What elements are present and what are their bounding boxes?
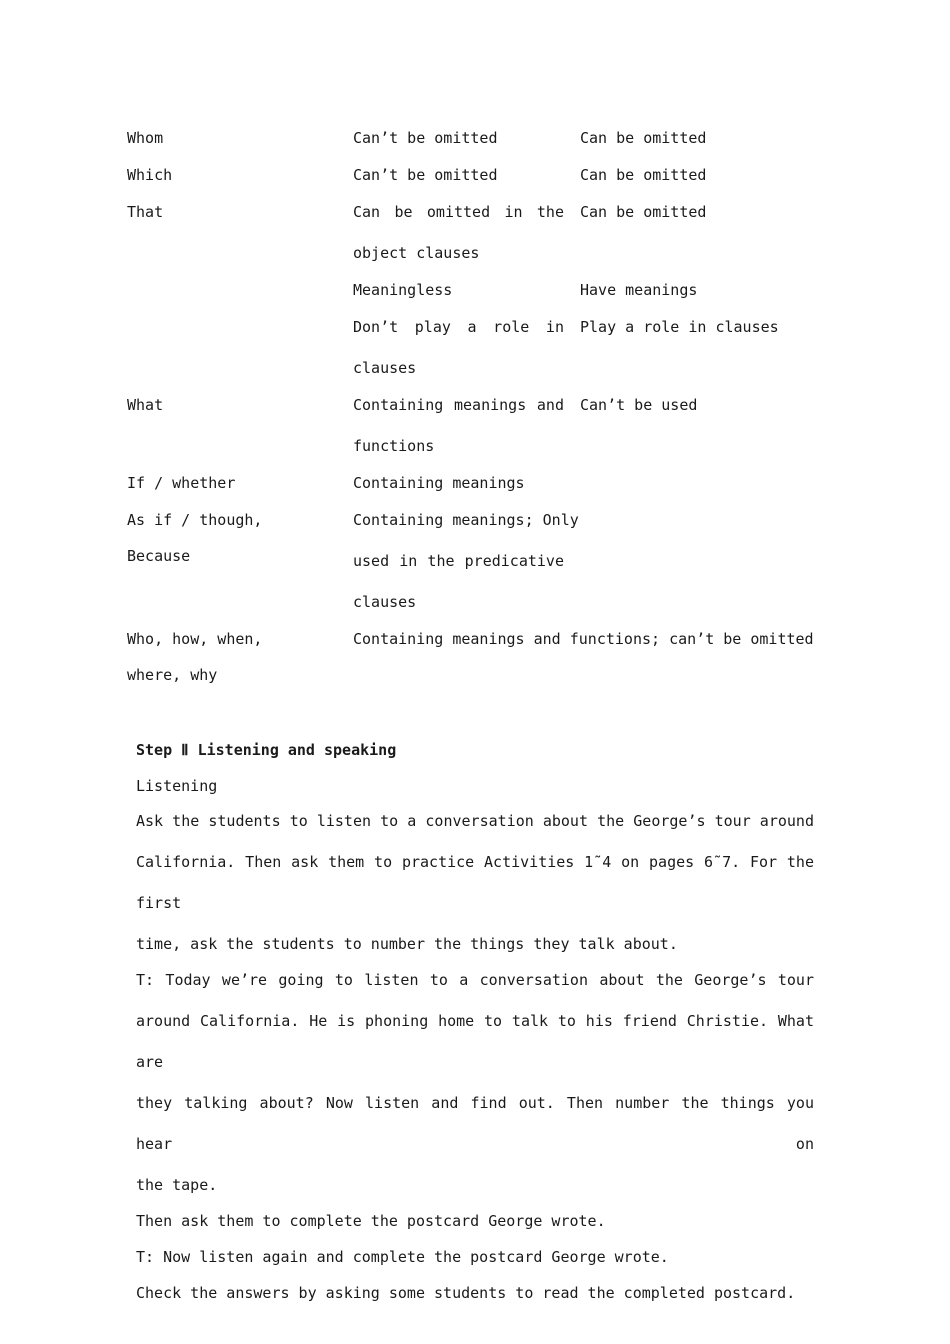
table-cell-col3 <box>580 192 827 233</box>
table-cell-word <box>127 192 353 233</box>
paragraph-line: Then ask them to complete the postcard George wrote. <box>136 1212 606 1230</box>
cell-text: Can’t be omitted <box>353 129 498 147</box>
table-cell-word <box>127 500 353 574</box>
paragraph-line: T: Now listen again and complete the postcard George wrote. <box>136 1248 669 1266</box>
table-row <box>127 192 827 274</box>
cell-text: Don’t play a role in <box>353 318 564 336</box>
table-cell-word <box>127 155 353 196</box>
cell-text: clauses <box>353 359 417 377</box>
table-row <box>127 500 827 623</box>
cell-text: where, why <box>127 666 218 684</box>
cell-text: Containing meanings and <box>353 396 564 414</box>
table-cell-merged <box>353 619 814 660</box>
paragraph-line: they talking about? Now listen and find out. Then number the things you hear on <box>136 1094 814 1153</box>
paragraph <box>136 801 814 965</box>
table-cell-col3 <box>580 385 827 426</box>
cell-text: Have meanings <box>580 281 698 299</box>
cell-text: If / whether <box>127 474 236 492</box>
table-cell-col3 <box>580 270 827 311</box>
cell-text: Meaningless <box>353 281 453 299</box>
cell-text: Who, how, when, <box>127 630 263 648</box>
table-row <box>127 270 827 311</box>
table-cell-col2 <box>353 192 580 274</box>
paragraph-line: Ask the students to listen to a conversation about the George’s tour around <box>136 812 814 830</box>
paragraph-line: Check the answers by asking some students to read the completed postcard. <box>136 1284 796 1302</box>
paragraph-line: around California. He is phoning home to talk to his friend Christie. What are <box>136 1012 814 1071</box>
cell-text: clauses <box>353 593 417 611</box>
cell-text: As if / though, <box>127 511 263 529</box>
cell-text: Can be omitted <box>580 166 707 184</box>
section-heading: Step Ⅱ Listening and speaking <box>136 741 397 759</box>
paragraph <box>136 960 814 1206</box>
table-cell-word <box>127 118 353 159</box>
table-cell-col2 <box>353 307 580 389</box>
table-row <box>127 155 827 196</box>
cell-text: Can be omitted <box>580 203 707 221</box>
cell-text: Because <box>127 547 191 565</box>
cell-text: What <box>127 396 164 414</box>
cell-text: Can be omitted <box>580 129 707 147</box>
table-cell-col3 <box>580 118 827 159</box>
table-cell-col2 <box>353 463 580 504</box>
table-cell-col2 <box>353 385 580 467</box>
table-cell-col2 <box>353 155 580 196</box>
cell-text: Which <box>127 166 173 184</box>
step-section <box>136 732 814 1311</box>
table-cell-word <box>127 463 353 504</box>
table-cell-col3 <box>580 155 827 196</box>
paragraph-line: T: Today we’re going to listen to a conversation about the George’s tour <box>136 971 814 989</box>
cell-text: used in the predicative <box>353 552 564 570</box>
cell-text: Containing meanings; Only <box>353 511 579 529</box>
table-row <box>127 463 827 504</box>
cell-text: Can’t be used <box>580 396 698 414</box>
table-row <box>127 619 827 691</box>
cell-text: That <box>127 203 164 221</box>
subheading: Listening <box>136 777 218 795</box>
cell-text: Whom <box>127 129 164 147</box>
cell-text: functions <box>353 437 435 455</box>
table-cell-col3 <box>580 307 827 348</box>
table-row <box>127 118 827 159</box>
table-cell-word <box>127 619 353 691</box>
table-cell-col2 <box>353 270 580 311</box>
cell-text: Can be omitted in the <box>353 203 564 221</box>
paragraph-line: time, ask the students to number the things they talk about. <box>136 935 678 953</box>
cell-text: Containing meanings <box>353 474 525 492</box>
table-row <box>127 307 827 389</box>
paragraph-line: California. Then ask them to practice Activities 1˜4 on pages 6˜7. For the first <box>136 853 814 912</box>
cell-text: Containing meanings and functions; can’t be omitted <box>353 630 814 648</box>
table-cell-col2 <box>353 118 580 159</box>
cell-text: object clauses <box>353 244 480 262</box>
cell-text: Can’t be omitted <box>353 166 498 184</box>
table-row <box>127 385 827 467</box>
table-cell-col2 <box>353 500 580 623</box>
table-cell-word <box>127 385 353 426</box>
comparison-table <box>127 118 827 691</box>
cell-text: Play a role in clauses <box>580 318 779 336</box>
paragraph-line: the tape. <box>136 1176 218 1194</box>
